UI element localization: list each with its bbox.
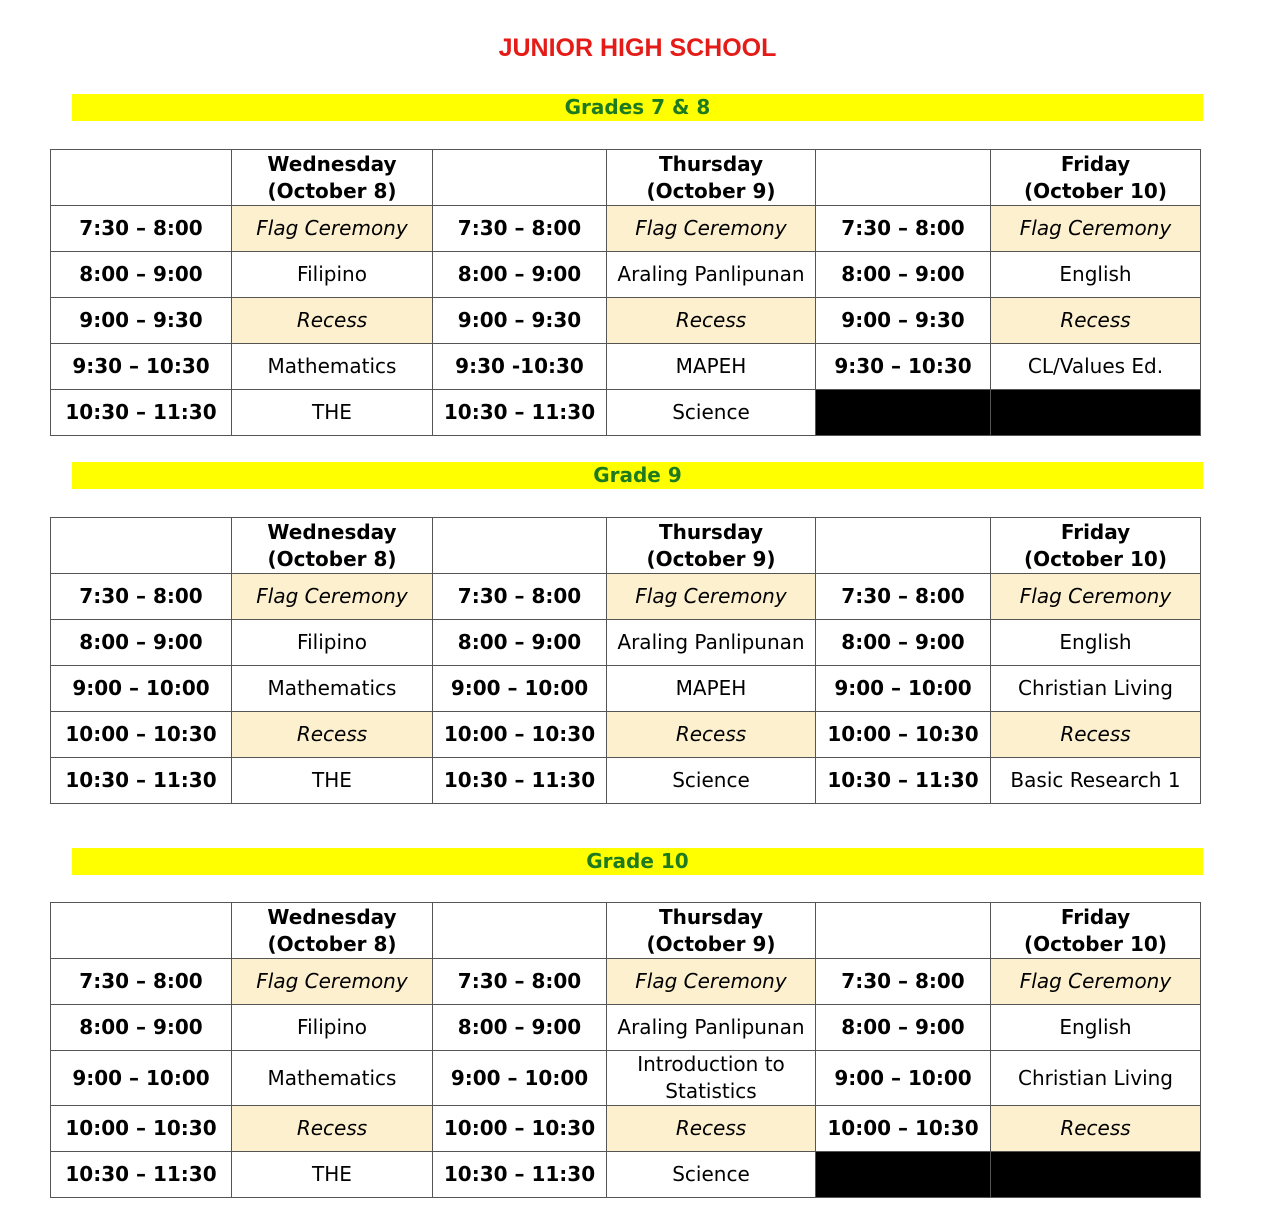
time-cell: 7:30 – 8:00 [433,959,607,1005]
time-cell: 10:30 – 11:30 [816,758,991,804]
subject-cell: Recess [232,298,433,344]
time-cell: 10:00 – 10:30 [433,712,607,758]
subject-cell: English [991,252,1201,298]
time-cell: 8:00 – 9:00 [433,1005,607,1051]
time-cell: 10:30 – 11:30 [433,1152,607,1198]
time-cell: 9:00 – 10:00 [433,1051,607,1106]
redacted-cell [816,1152,991,1198]
subject-cell: MAPEH [607,344,816,390]
time-cell: 9:00 – 10:00 [51,666,232,712]
subject-cell: Filipino [232,620,433,666]
table-row [51,1005,1201,1051]
header-cell-wednesday: Wednesday (October 8) [232,150,433,206]
time-cell: 7:30 – 8:00 [816,574,991,620]
header-cell-empty [51,150,232,206]
time-cell: 10:00 – 10:30 [51,712,232,758]
redacted-cell [991,390,1201,436]
subject-cell: THE [232,1152,433,1198]
subject-cell: Flag Ceremony [991,959,1201,1005]
table-row [51,620,1201,666]
time-cell: 9:00 – 9:30 [816,298,991,344]
time-cell: 8:00 – 9:00 [51,620,232,666]
subject-cell: Recess [991,1106,1201,1152]
table-row [51,298,1201,344]
time-cell: 10:00 – 10:30 [51,1106,232,1152]
subject-cell: English [991,620,1201,666]
subject-cell: Recess [232,712,433,758]
time-cell: 10:00 – 10:30 [433,1106,607,1152]
subject-cell: Flag Ceremony [607,206,816,252]
time-cell: 7:30 – 8:00 [433,206,607,252]
redacted-cell [991,1152,1201,1198]
subject-cell: Recess [232,1106,433,1152]
subject-cell: Flag Ceremony [232,959,433,1005]
table-row [51,1152,1201,1198]
subject-cell: Mathematics [232,666,433,712]
subject-cell: CL/Values Ed. [991,344,1201,390]
subject-cell: Flag Ceremony [232,574,433,620]
time-cell: 9:00 – 10:00 [816,666,991,712]
time-cell: 8:00 – 9:00 [816,1005,991,1051]
subject-cell: Science [607,1152,816,1198]
table-row [51,252,1201,298]
header-cell-thursday: Thursday (October 9) [607,150,816,206]
time-cell: 10:30 – 11:30 [51,1152,232,1198]
subject-cell: Flag Ceremony [232,206,433,252]
subject-cell: Christian Living [991,666,1201,712]
subject-cell: Mathematics [232,344,433,390]
time-cell: 10:00 – 10:30 [816,1106,991,1152]
subject-cell: Araling Panlipunan [607,252,816,298]
subject-cell: Araling Panlipunan [607,1005,816,1051]
header-cell-empty [51,518,232,574]
subject-cell: Flag Ceremony [991,206,1201,252]
subject-cell: Flag Ceremony [991,574,1201,620]
table-header-row [51,518,1201,574]
subject-cell: Recess [607,1106,816,1152]
section-band-grade-9: Grade 9 [72,462,1203,489]
header-cell-empty [433,518,607,574]
header-cell-friday: Friday (October 10) [991,518,1201,574]
time-cell: 8:00 – 9:00 [51,1005,232,1051]
subject-cell: English [991,1005,1201,1051]
subject-cell: Filipino [232,252,433,298]
time-cell: 8:00 – 9:00 [51,252,232,298]
time-cell: 8:00 – 9:00 [433,620,607,666]
subject-cell: Recess [991,712,1201,758]
time-cell: 7:30 – 8:00 [51,959,232,1005]
time-cell: 9:00 – 10:00 [433,666,607,712]
time-cell: 10:30 – 11:30 [433,390,607,436]
table-header-row [51,150,1201,206]
subject-cell: Flag Ceremony [607,574,816,620]
subject-cell: Recess [991,298,1201,344]
header-cell-thursday: Thursday (October 9) [607,903,816,959]
time-cell: 9:00 – 10:00 [51,1051,232,1106]
subject-cell: MAPEH [607,666,816,712]
time-cell: 8:00 – 9:00 [816,252,991,298]
schedule-table-grades-7-8 [50,149,1201,436]
subject-cell: Recess [607,712,816,758]
subject-cell: Mathematics [232,1051,433,1106]
header-cell-thursday: Thursday (October 9) [607,518,816,574]
time-cell: 8:00 – 9:00 [433,252,607,298]
subject-cell: Flag Ceremony [607,959,816,1005]
table-header-row [51,903,1201,959]
subject-cell: Science [607,758,816,804]
time-cell: 9:30 – 10:30 [816,344,991,390]
table-row [51,1051,1201,1106]
subject-cell: Recess [607,298,816,344]
table-row [51,1106,1201,1152]
table-row [51,574,1201,620]
redacted-cell [816,390,991,436]
subject-cell: Science [607,390,816,436]
subject-cell: Christian Living [991,1051,1201,1106]
time-cell: 7:30 – 8:00 [816,206,991,252]
table-row [51,712,1201,758]
table-row [51,758,1201,804]
header-cell-wednesday: Wednesday (October 8) [232,518,433,574]
subject-cell: Basic Research 1 [991,758,1201,804]
table-row [51,344,1201,390]
time-cell: 9:00 – 10:00 [816,1051,991,1106]
header-cell-empty [433,903,607,959]
time-cell: 9:00 – 9:30 [51,298,232,344]
time-cell: 7:30 – 8:00 [51,574,232,620]
time-cell: 7:30 – 8:00 [51,206,232,252]
subject-cell: Araling Panlipunan [607,620,816,666]
header-cell-empty [816,150,991,206]
time-cell: 9:00 – 9:30 [433,298,607,344]
header-cell-empty [433,150,607,206]
time-cell: 7:30 – 8:00 [816,959,991,1005]
subject-cell: THE [232,758,433,804]
time-cell: 10:30 – 11:30 [51,758,232,804]
subject-cell: Introduction to Statistics [607,1051,816,1106]
header-cell-empty [816,903,991,959]
time-cell: 10:00 – 10:30 [816,712,991,758]
header-cell-empty [816,518,991,574]
subject-cell: Filipino [232,1005,433,1051]
table-row [51,666,1201,712]
time-cell: 7:30 – 8:00 [433,574,607,620]
section-band-grade-10: Grade 10 [72,848,1203,875]
table-row [51,959,1201,1005]
subject-cell: THE [232,390,433,436]
header-cell-friday: Friday (October 10) [991,903,1201,959]
time-cell: 10:30 – 11:30 [433,758,607,804]
header-cell-empty [51,903,232,959]
schedule-table-grade-10 [50,902,1201,1198]
time-cell: 8:00 – 9:00 [816,620,991,666]
time-cell: 9:30 – 10:30 [51,344,232,390]
table-row [51,206,1201,252]
schedule-table-grade-9 [50,517,1201,804]
time-cell: 10:30 – 11:30 [51,390,232,436]
time-cell: 9:30 -10:30 [433,344,607,390]
section-band-grades-7-8: Grades 7 & 8 [72,94,1203,121]
header-cell-wednesday: Wednesday (October 8) [232,903,433,959]
header-cell-friday: Friday (October 10) [991,150,1201,206]
table-row [51,390,1201,436]
page-title: JUNIOR HIGH SCHOOL [498,34,777,62]
